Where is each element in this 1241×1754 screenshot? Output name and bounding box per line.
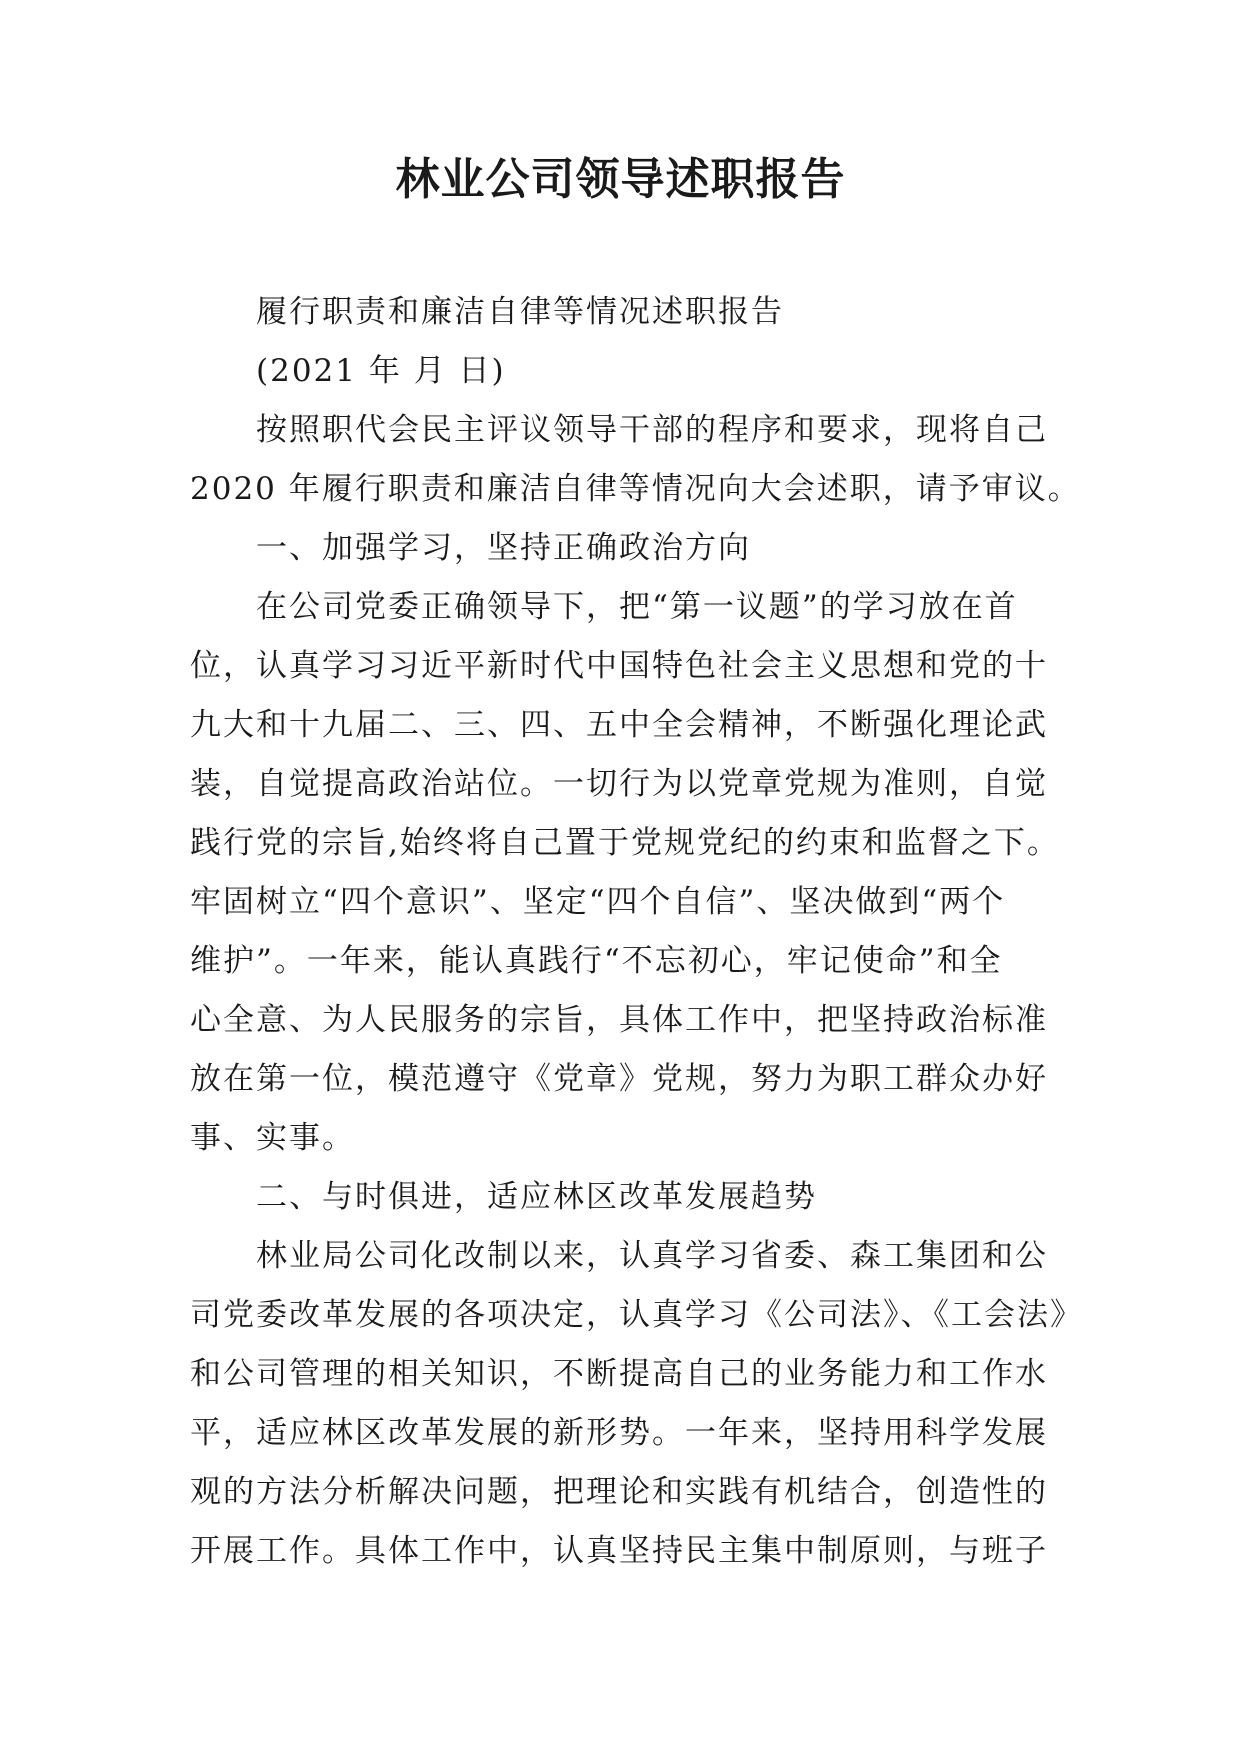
text-line: 装，自觉提高政治站位。一切行为以党章党规为准则，自觉 — [190, 766, 1048, 802]
text-line: 和公司管理的相关知识，不断提高自己的业务能力和工作水 — [190, 1356, 1048, 1392]
text-line: 一、加强学习，坚持正确政治方向 — [256, 530, 751, 566]
text-line: 心全意、为人民服务的宗旨，具体工作中，把坚持政治标准 — [190, 1002, 1048, 1038]
text-line: 开展工作。具体工作中，认真坚持民主集中制原则，与班子 — [190, 1533, 1048, 1569]
text-line: 牢固树立“四个意识”、坚定“四个自信”、坚决做到“两个 — [190, 884, 1006, 920]
text-line: 事、实事。 — [190, 1120, 355, 1156]
text-line: 林业局公司化改制以来，认真学习省委、森工集团和公 — [256, 1238, 1048, 1274]
text-line: 观的方法分析解决问题，把理论和实践有机结合，创造性的 — [190, 1474, 1048, 1510]
text-line: 践行党的宗旨,始终将自己置于党规党纪的约束和监督之下。 — [190, 825, 1060, 861]
text-line: 放在第一位，模范遵守《党章》党规，努力为职工群众办好 — [190, 1061, 1048, 1097]
text-line: 履行职责和廉洁自律等情况述职报告 — [256, 294, 784, 330]
document-body — [190, 283, 1083, 1581]
text-line: 九大和十九届二、三、四、五中全会精神，不断强化理论武 — [190, 707, 1048, 743]
text-line: (2021 年 月 日) — [256, 353, 506, 389]
document-title: 林业公司领导述职报告 — [395, 154, 846, 205]
text-line: 按照职代会民主评议领导干部的程序和要求，现将自己 — [256, 412, 1048, 448]
text-line: 司党委改革发展的各项决定，认真学习《公司法》、《工会法》 — [190, 1297, 1083, 1333]
text-line: 维护”。一年来，能认真践行“不忘初心，牢记使命”和全 — [190, 943, 1003, 979]
text-line: 2020 年履行职责和廉洁自律等情况向大会述职，请予审议。 — [190, 471, 1081, 507]
text-line: 位，认真学习习近平新时代中国特色社会主义思想和党的十 — [190, 648, 1048, 684]
text-line: 平，适应林区改革发展的新形势。一年来，坚持用科学发展 — [190, 1415, 1048, 1451]
text-line: 二、与时俱进，适应林区改革发展趋势 — [256, 1179, 817, 1215]
text-line: 在公司党委正确领导下，把“第一议题”的学习放在首 — [256, 589, 1018, 625]
